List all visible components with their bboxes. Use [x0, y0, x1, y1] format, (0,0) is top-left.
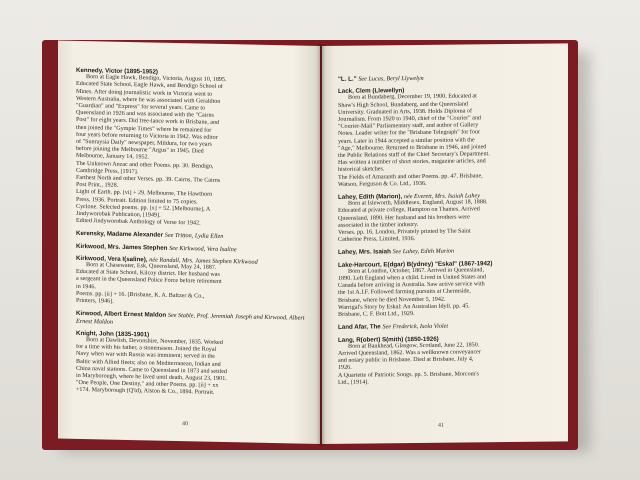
entry-text-line: Journalism. From 1920 to 1940, chief of the "Courier" and — [338, 115, 481, 123]
entry-heading — [76, 310, 306, 329]
entry-text-line: Catherine Press, Limited, 1936. — [338, 236, 416, 244]
entry-text-line: four years before returning to Victoria in 1942. Was editor — [76, 131, 218, 141]
entry-text-line: 1890. Left England when a child. Lived in United States and — [338, 274, 486, 282]
entry-text-line: Born at Eagle Hawk, Bendigo, Victoria, August 10, 1895. — [86, 74, 227, 84]
entry-text-line: Verses. pp. 16. London, Privately printed by The Saint — [338, 228, 471, 236]
entry-text-line: the Public Relations staff of the Chief Secretary's Department. — [338, 151, 490, 159]
entry-text-line: "Guardian" and "Express" for several years. Came to — [76, 102, 206, 112]
bibliography-entry — [338, 259, 556, 319]
entry-cross-reference: See Tritton, Lydia Ellen — [164, 232, 224, 241]
entry-text-line: in Maryborough, where he lived until death, August 23, 1901. — [76, 372, 227, 382]
entry-name: "L. L." — [338, 75, 357, 83]
entry-heading — [338, 322, 556, 331]
entry-text-line: Cambridge Press, [1917]. — [76, 167, 139, 176]
entry-cross-reference: née Randall, Mrs. James Stephen Kirkwood — [149, 256, 258, 266]
entry-cross-reference: née Everett, Mrs. Isaiah Lahey — [403, 192, 480, 201]
entry-name: Lake-Harcourt, E(dgar) B(ydney) "Eskal" (1867-1942) — [338, 259, 493, 269]
entry-name: Kerensky, Madame Alexander — [76, 230, 164, 240]
entry-text-line: Warrigal's Story by Eskal: An Australian Idyll. pp. 45. — [338, 303, 470, 311]
bibliography-entry — [338, 334, 556, 387]
entry-text-line: Post" for eight years. Did free-lance work in Brisbane, and — [76, 117, 220, 127]
entry-text-line: +174. Maryborough (Q'ld), Alston & Co., 1894. Portrait. — [76, 387, 215, 397]
entry-text-line: Cyclone. Selected poems. pp. [x] + 52. [Melbourne], A — [76, 203, 211, 213]
entry-name: Kirwood, Albert Ernest Maldon — [76, 310, 167, 320]
entry-text-line: Has written a number of short stories, magazine articles, and — [338, 158, 486, 167]
entry-heading — [76, 243, 306, 255]
entry-text-line: Edited Jindyworobak Anthology of Verse for 1942. — [76, 218, 201, 227]
bibliography-entry — [338, 322, 556, 331]
entry-text-line: Born at Dawlish, Devonshire, November, 1835. Worked — [86, 337, 223, 346]
entry-text-line: Arrived Queensland, 1862. Was a wellknown conveyancer — [338, 349, 481, 357]
entry-text-line: then joined the "Gympie Times" where he remained for — [76, 124, 212, 134]
entry-text-line: "Courier-Mail" Parliamentary staff, and author of Gallery — [338, 122, 479, 131]
entry-cross-reference: See Lucas, Beryl Llywelyn — [358, 74, 424, 83]
entry-cross-reference: See Stable, Prof. Jeremiah Joseph and Kirwood, Albert Ernest Maldon — [76, 312, 305, 326]
entry-name: Lack, Clem (Llewellyn) — [338, 87, 405, 96]
right-page — [322, 43, 568, 444]
entry-text-line: for a time with his father, a stonemason. Joined the Royal — [76, 343, 217, 353]
entry-text-line: Light of Earth. pp. [vi] + 29. Melbourne, The Hawthorn — [76, 189, 213, 199]
entry-text-line: the 1st A.I.F. Followed farming pursuits at Chermside, — [338, 288, 471, 297]
left-page — [58, 41, 320, 444]
bibliography-entry — [76, 230, 306, 242]
entry-text-line: Melbourne, January 14, 1952. — [76, 153, 150, 161]
entry-text-line: The Fields of Amaranth and other Poems. pp. 47. Brisbane, — [338, 172, 483, 181]
bibliography-entry — [76, 255, 306, 310]
entry-name: Lahey, Mrs. Isaiah — [338, 248, 391, 257]
entry-text-line: Brisbane, where he died November 5, 1942. — [338, 296, 446, 304]
entry-text-line: historical sketches. — [338, 166, 385, 174]
entry-cross-reference: See Frederick, Isola Violet — [382, 322, 449, 331]
bibliography-entry — [338, 74, 556, 83]
entry-text-line: Baltic with Allied fleets; also on Mediterranean, Indian and — [76, 358, 221, 368]
entry-text-line: Navy when war with Russia was imminent; served in the — [76, 351, 215, 361]
entry-text-line: Ltd., [1914]. — [338, 379, 369, 386]
entry-name: Land Afar, The — [338, 323, 381, 332]
entry-text-line: University. Graduated in Arts, 1938. Holds Diploma of — [338, 108, 472, 116]
entry-text-line: Born at Isleworth, Middlesex, England, August 18, 1888. — [348, 199, 488, 207]
entry-cross-reference: See Lahey, Edith Marion — [392, 248, 455, 256]
entry-text-line: Farthest North and other Verses. pp. 39. Cairns, The Cairns — [76, 174, 221, 184]
entry-text-line: years. Later in 1944 accepted a similar position with the — [338, 137, 475, 145]
entry-name: Kennedy, Victor (1895-1952) — [76, 66, 158, 76]
entry-text-line: associated in the timber industry. — [338, 221, 419, 229]
entry-text-line: "Age," Melbourne. Returned to Brisbane in 1946, and joined — [338, 144, 487, 152]
entry-name: Knight, John (1835-1901) — [76, 329, 150, 339]
entry-name: Kirkwood, Mrs. James Stephen — [76, 242, 168, 252]
entry-name: Lahey, Edith (Marion), — [338, 193, 403, 201]
bibliography-entry — [338, 192, 556, 245]
entry-text-line: Educated at private college, Hampton on Thames. Arrived — [338, 206, 480, 215]
entry-text-line: before joining the Melbourne "Argus" in 1945. Died — [76, 146, 204, 155]
entry-text-line: The Unknown Anzac and other Poems. pp. 30. Bendigo, — [76, 160, 214, 170]
entry-text-line: Printers, 1946]. — [76, 297, 114, 305]
book-gutter — [316, 44, 326, 446]
entry-text-line: Educated State School, Eagle Hawk, and Bendigo School of — [76, 81, 223, 91]
entry-text-line: Brisbane, C. F. Bott Ltd., 1929. — [338, 311, 415, 318]
entry-text-line: Canada before arriving in Australia. Saw active service with — [338, 281, 485, 290]
entry-text-line: Mines. After doing journalistic work in Victoria went to — [76, 88, 213, 98]
entry-text-line: Born at London, October, 1867. Arrived in Queensland, — [348, 267, 484, 275]
entry-text-line: Shaw's High School, Bundaberg, and the Queensland — [338, 101, 468, 109]
entry-text-line: Born at Chasewater, Esk, Queensland, May 24, 1887. — [86, 262, 217, 271]
entry-text-line: in 1946. — [76, 283, 96, 290]
bibliography-entry — [338, 86, 556, 189]
entry-text-line: a sergeant in the Queensland Police Force before retirement — [76, 276, 222, 286]
left-page-number: 40 — [182, 421, 188, 428]
entry-heading — [76, 230, 306, 242]
bibliography-entry — [76, 243, 306, 255]
entry-name: Kirkwood, Vera I(saline), — [76, 254, 148, 264]
entry-text-line: Press, 1936. Portrait. Edition limited to 75 copies. — [76, 196, 198, 206]
entry-text-line: Educated at State School, Kilcoy district. Her husband was — [76, 269, 220, 279]
entry-text-line: Western Australia, where he was associated with Geraldton — [76, 95, 221, 105]
entry-cross-reference: See Kirkwood, Vera Isaline — [169, 244, 237, 253]
entry-text-line: Notes. Leader writer for the "Brisbane Telegraph" for four — [338, 129, 480, 138]
entry-text-line: Jindyworobak Publication, [1949]. — [76, 210, 161, 219]
right-page-number: 41 — [438, 422, 444, 429]
left-page-content — [76, 67, 306, 404]
bibliography-entry — [76, 330, 306, 400]
entry-text-line: Watson, Ferguson & Co. Ltd., 1936. — [338, 180, 427, 188]
entry-text-line: Post Print., 1928. — [76, 182, 119, 190]
entry-text-line: of "Sunraysia Daily" newspaper, Mildura, for two years — [76, 138, 212, 148]
entry-text-line: Queensland in 1926 and was associated with the "Cairns — [76, 110, 214, 119]
entry-text-line: Queensland, 1890. Her husband and his brothers were — [338, 214, 470, 222]
entry-heading — [338, 247, 556, 256]
entry-name: Lang, R(obert) S(mith) (1850-1926) — [338, 335, 439, 344]
entry-text-line: "One People, One Destiny," and other Poems. pp. [ii] + xx — [76, 380, 219, 389]
bibliography-entry — [76, 310, 306, 329]
entry-text-line: Poems. pp. [ii] + 16. [Brisbane, K. A. Baltzer & Co., — [76, 290, 205, 300]
entry-heading — [338, 74, 556, 83]
entry-text-line: Born at Bundaberg, December 19, 1900. Educated at — [348, 93, 477, 102]
right-page-content — [338, 74, 556, 392]
entry-text-line: 1926. — [338, 365, 352, 372]
bibliography-entry — [76, 67, 306, 230]
entry-text-line: China naval stations. Came to Queensland in 1873 and settled — [76, 365, 227, 375]
entry-text-line: A Quartette of Patriotic Songs. pp. 5. Brisbane, Morcom's — [338, 370, 479, 379]
entry-text-line: Born at Bankhead, Glasgow, Scotland, June 22, 1850. — [348, 342, 480, 350]
bibliography-entry — [338, 247, 556, 256]
entry-text-line: and notary public in Brisbane. Died at Brisbane, July 4, — [338, 356, 474, 364]
